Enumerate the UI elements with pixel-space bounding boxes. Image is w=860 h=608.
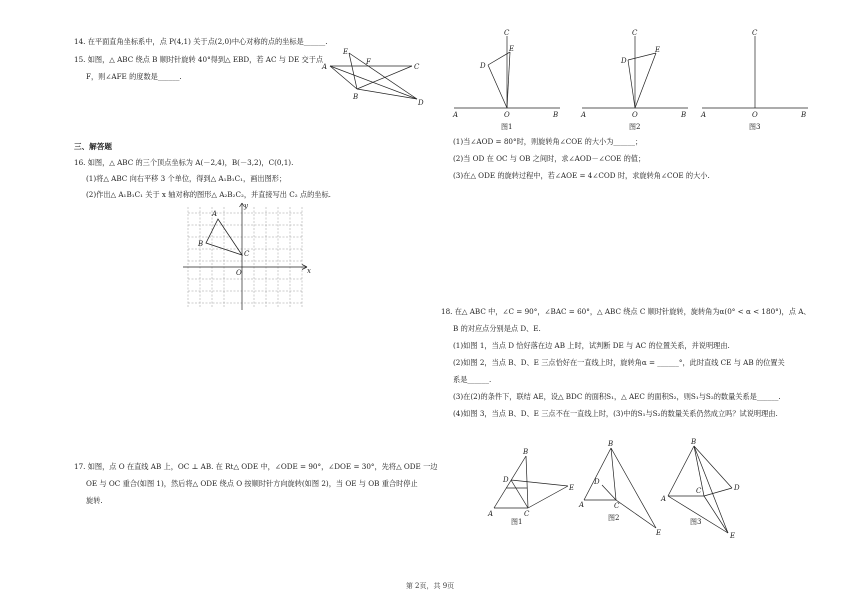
label-F: F xyxy=(366,58,371,66)
q17-text-line2: OE 与 OC 重合(如图 1)，然后将△ ODE 绕点 O 按顺时针方向旋转(如图 2)，当 OE 与 OB 重合时停止 xyxy=(86,479,418,488)
label-E: E xyxy=(343,48,349,56)
label-C: C xyxy=(414,63,420,71)
label-D: D xyxy=(621,57,627,65)
label-C: C xyxy=(696,487,702,495)
figure-3-label: 图3 xyxy=(690,518,702,526)
q15-figure xyxy=(322,46,432,106)
figure-2-label: 图2 xyxy=(608,514,620,522)
q16-part2: (2)作出△ A₁B₁C₁ 关于 x 轴对称的图形△ A₂B₂C₂，并直接写出 C₂ 点的坐标. xyxy=(86,190,331,199)
label-A: A xyxy=(212,210,218,218)
label-B: B xyxy=(681,111,687,119)
label-A: A xyxy=(322,63,328,71)
label-B: B xyxy=(691,438,697,446)
label-A: A xyxy=(579,501,585,509)
q17-part2: (2)当 OD 在 OC 与 OB 之间时，求∠AOD－∠COE 的值； xyxy=(453,154,646,163)
label-x: x xyxy=(307,267,311,275)
q17-figure-1 xyxy=(450,30,570,130)
q18-figure-2 xyxy=(578,440,673,535)
q17-text-line1: 17. 如图，点 O 在直线 AB 上，OC ⊥ AB. 在 Rt△ ODE 中，∠ODE = 90°，∠DOE = 30°，先将△ ODE 一边 xyxy=(74,462,438,471)
q18-text-line1: 18. 在△ ABC 中，∠C = 90°，∠BAC = 60°，△ ABC 绕点 C 顺时针旋转，旋转角为α(0° < α < 180°)，点 A、 xyxy=(441,307,811,316)
q18-text-line2: B 的对应点分别是点 D、E. xyxy=(453,324,541,333)
label-C: C xyxy=(752,29,758,37)
q15-text-line1: 15. 如图，△ ABC 绕点 B 顺时针旋转 40°得到△ EBD，若 AC 与 DE 交于点 xyxy=(74,55,324,64)
label-D: D xyxy=(503,476,509,484)
label-D: D xyxy=(480,62,486,70)
label-E: E xyxy=(509,45,515,53)
label-C: C xyxy=(632,29,638,37)
q17-part3: (3)在△ ODE 的旋转过程中，若∠AOE = 4∠COD 时，求旋转角∠COE 的大小. xyxy=(453,171,710,180)
label-C: C xyxy=(524,510,530,518)
label-B: B xyxy=(608,440,614,448)
label-A: A xyxy=(701,111,707,119)
label-O: O xyxy=(632,111,638,119)
label-B: B xyxy=(523,448,529,456)
q18-part1: (1)如图 1，当点 D 恰好落在边 AB 上时，试判断 DE 与 AC 的位置关系，并说明理由. xyxy=(453,341,730,350)
q16-grid-figure xyxy=(183,202,313,312)
q14-text: 14. 在平面直角坐标系中，点 P(4,1) 关于点(2,0)中心对称的点的坐标是______. xyxy=(74,37,328,46)
label-A: A xyxy=(581,111,587,119)
label-O: O xyxy=(752,111,758,119)
label-D: D xyxy=(594,478,600,486)
q18-part2-line1: (2)如图 2，当点 B、D、E 三点恰好在一直线上时，旋转角α = ______°，此时直线 CE 与 AB 的位置关 xyxy=(453,358,785,367)
q17-text-line3: 旋转. xyxy=(86,496,103,505)
label-C: C xyxy=(244,250,250,258)
label-E: E xyxy=(655,46,661,54)
label-B: B xyxy=(198,240,204,248)
q18-part3: (3)在(2)的条件下，联结 AE，设△ BDC 的面积S₁，△ AEC 的面积S₂，则S₁与S₂的数量关系是______. xyxy=(453,392,781,401)
q18-figure-3 xyxy=(660,438,755,538)
label-C: C xyxy=(504,29,510,37)
q18-part4: (4)如图 3，当点 B、D、E 三点不在一直线上时，(3)中的S₁与S₂的数量关系仍然成立吗？试说明理由. xyxy=(453,409,778,418)
figure-3-label: 图3 xyxy=(749,123,761,131)
label-E: E xyxy=(730,532,736,540)
label-O: O xyxy=(504,111,510,119)
q17-figure-2 xyxy=(578,30,698,130)
q16-part1: (1)将△ ABC 向右平移 3 个单位，得到△ A₁B₁C₁，画出图形； xyxy=(86,174,287,183)
label-D: D xyxy=(418,99,424,107)
q17-part1: (1)当∠AOD = 80°时，则旋转角∠COE 的大小为______； xyxy=(453,137,643,146)
figure-2-label: 图2 xyxy=(629,123,641,131)
label-O: O xyxy=(236,269,242,277)
label-A: A xyxy=(453,111,459,119)
label-D: D xyxy=(734,484,740,492)
label-E: E xyxy=(569,484,575,492)
section-heading: 三、解答题 xyxy=(74,142,112,151)
q18-part2-line2: 系是______. xyxy=(453,375,492,384)
label-C: C xyxy=(614,502,620,510)
label-B: B xyxy=(553,111,559,119)
label-A: A xyxy=(661,495,667,503)
page-footer: 第 2页，共 9页 xyxy=(405,582,455,590)
label-y: y xyxy=(244,202,248,210)
figure-1-label: 图1 xyxy=(511,518,523,526)
q18-figure-1 xyxy=(486,448,581,528)
q16-text: 16. 如图，△ ABC 的三个顶点坐标为 A(－2,4)，B(－3,2)，C(0,1). xyxy=(74,158,294,167)
label-B: B xyxy=(801,111,807,119)
q15-text-line2: F，则∠AFE 的度数是______. xyxy=(86,72,182,81)
figure-1-label: 图1 xyxy=(501,123,513,131)
label-B: B xyxy=(353,93,359,101)
label-A: A xyxy=(488,510,494,518)
q17-figure-3 xyxy=(698,30,818,130)
label-E: E xyxy=(656,529,662,537)
